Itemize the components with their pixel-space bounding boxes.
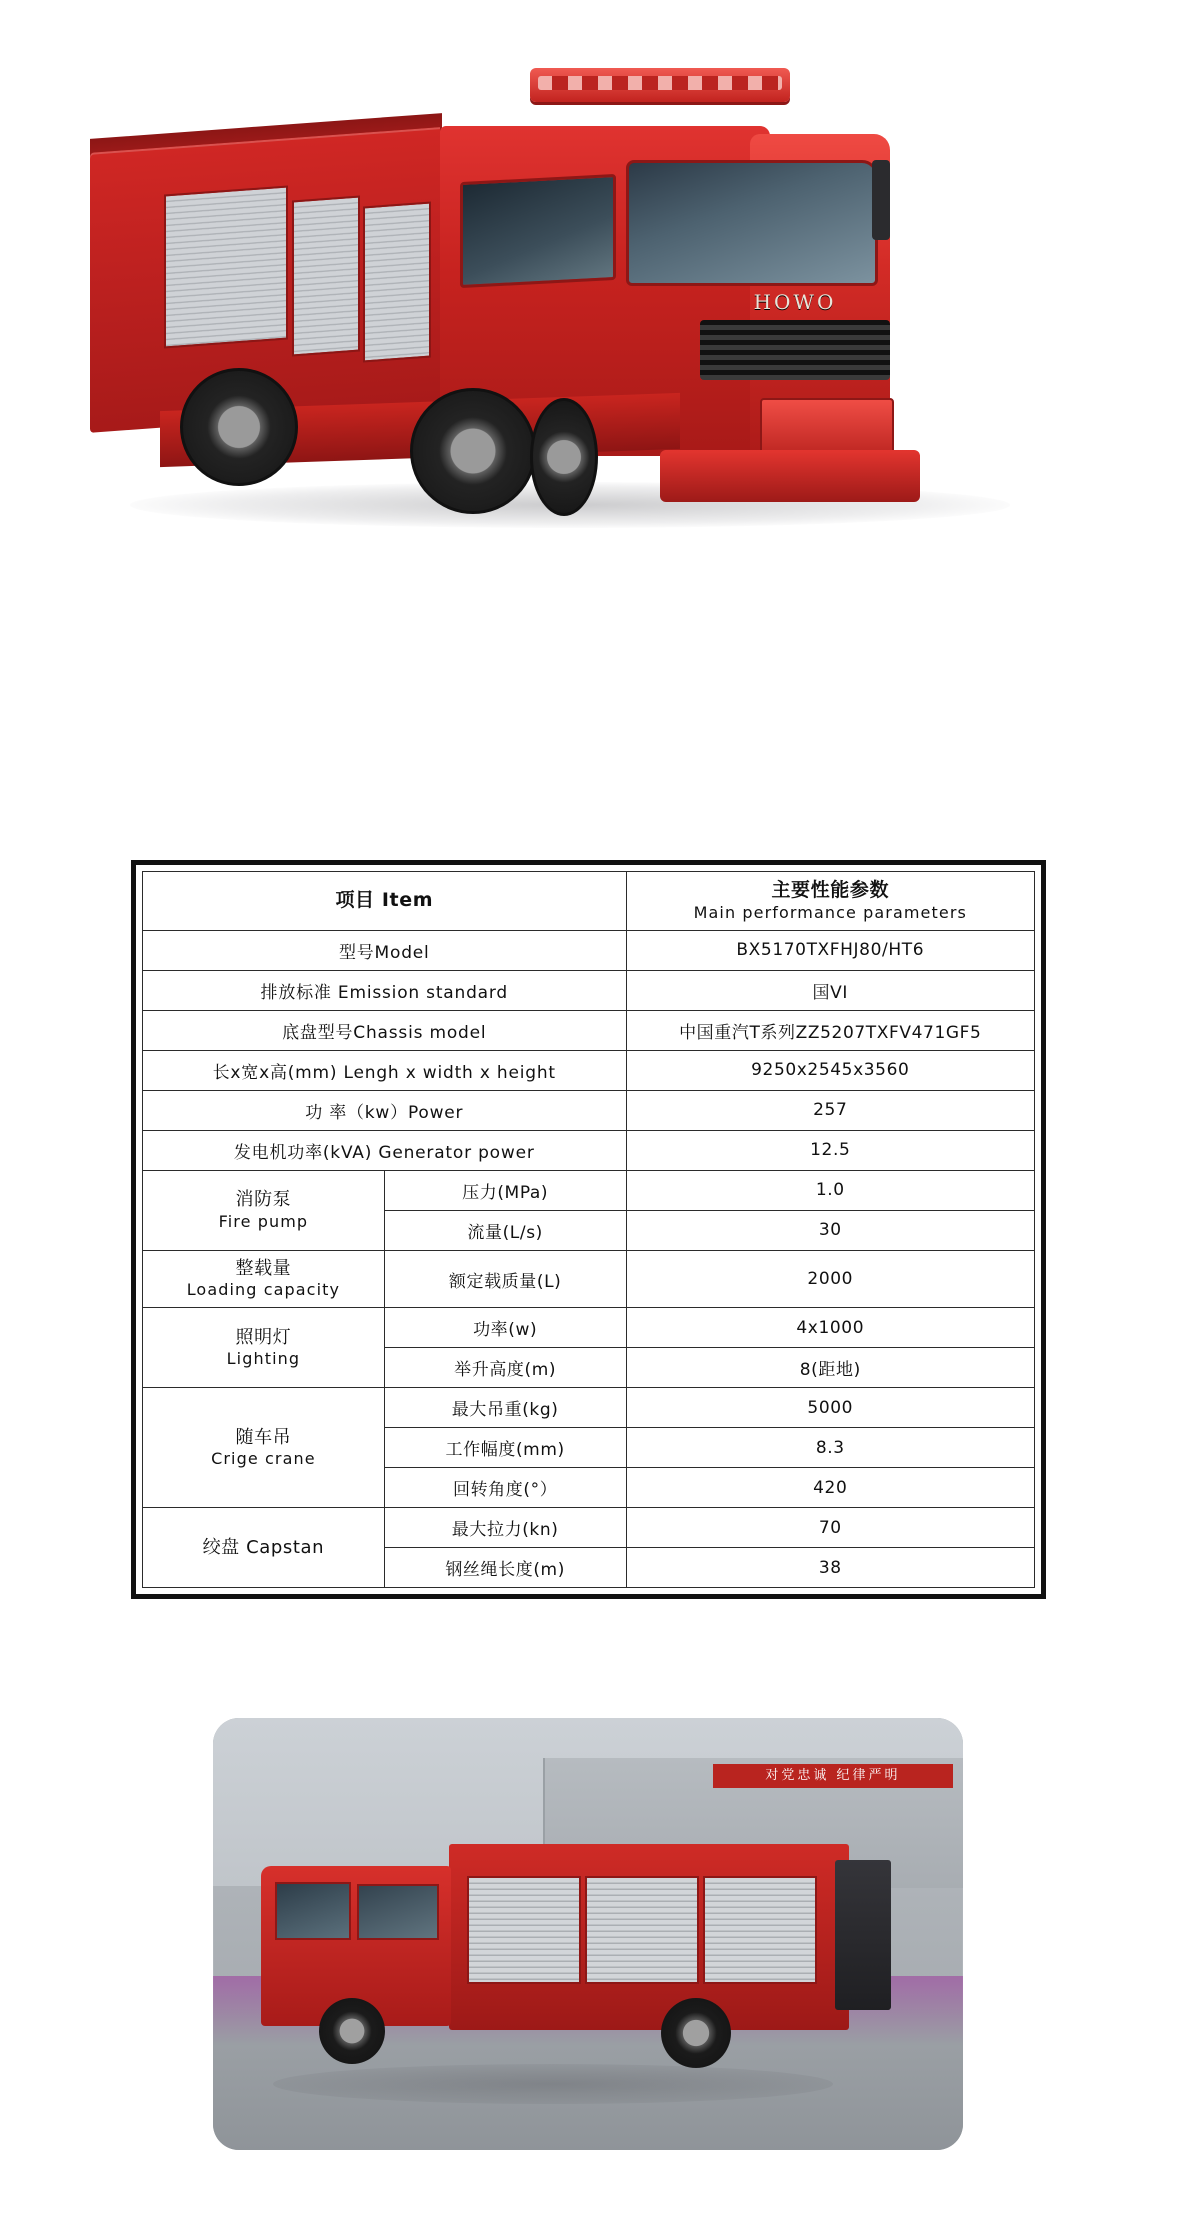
header-params-cn: 主要性能参数 — [771, 879, 890, 901]
bottom-product-photo — [213, 1718, 963, 2150]
group-label-en: Crige crane — [211, 1449, 316, 1468]
specification-table-container — [131, 860, 1046, 1599]
row-label — [143, 1010, 627, 1050]
sub-label: 最大吊重(kg) — [384, 1388, 626, 1428]
photo-cab-window-rear — [357, 1884, 439, 1940]
sub-label: 额定载质量(L) — [384, 1250, 626, 1308]
row-label — [143, 930, 627, 970]
rear-wheel — [180, 368, 298, 486]
header-params-en: Main performance parameters — [693, 902, 967, 922]
row-value: 38 — [626, 1548, 1034, 1588]
sub-label: 钢丝绳长度(m) — [384, 1548, 626, 1588]
photo-banner-text: 对党忠诚 纪律严明 — [713, 1764, 953, 1788]
header-item-cell — [143, 872, 627, 931]
sub-label: 最大拉力(kn) — [384, 1508, 626, 1548]
group-label-loading-capacity — [143, 1250, 385, 1308]
table-row — [143, 1170, 1035, 1210]
row-value: 国VI — [626, 970, 1034, 1010]
group-label-en: Loading capacity — [186, 1280, 341, 1300]
photo-roller-shutter-3 — [703, 1876, 817, 1984]
row-value: 8(距地) — [626, 1348, 1034, 1388]
roller-shutter-2 — [292, 196, 360, 357]
group-label-crane — [143, 1388, 385, 1508]
group-label-en: Fire pump — [218, 1211, 309, 1231]
header-params-cell — [626, 872, 1034, 931]
sub-label: 功率(w) — [384, 1308, 626, 1348]
photo-crane — [835, 1860, 891, 2010]
row-value: 4x1000 — [626, 1308, 1034, 1348]
row-label-text: 长x宽x高(mm) Lengh x width x height — [212, 1062, 556, 1083]
row-value: 257 — [626, 1090, 1034, 1130]
front-grille — [700, 320, 890, 380]
photo-roller-shutter-1 — [467, 1876, 581, 1984]
header-item-label: 项目 Item — [335, 889, 434, 911]
row-label-text: 排放标准 Emission standard — [260, 982, 508, 1003]
row-value: 1.0 — [626, 1170, 1034, 1210]
group-label-en: Lighting — [226, 1349, 301, 1368]
row-value: 30 — [626, 1210, 1034, 1250]
row-value: 420 — [626, 1468, 1034, 1508]
table-row — [143, 1508, 1035, 1548]
front-wheel-far — [530, 398, 598, 516]
sub-label: 举升高度(m) — [384, 1348, 626, 1388]
row-value: 中国重汽T系列ZZ5207TXFV471GF5 — [626, 1010, 1034, 1050]
photo-cab-window-front — [275, 1882, 351, 1940]
row-label-text: 功 率（kw）Power — [305, 1102, 464, 1123]
table-row — [143, 1050, 1035, 1090]
table-row — [143, 1130, 1035, 1170]
side-mirror — [872, 160, 890, 240]
specification-table — [142, 871, 1035, 1588]
row-value: 8.3 — [626, 1428, 1034, 1468]
sub-label: 回转角度(°） — [384, 1468, 626, 1508]
photo-fire-truck — [261, 1830, 891, 2070]
row-value: 2000 — [626, 1250, 1034, 1308]
row-label — [143, 1090, 627, 1130]
photo-roller-shutter-2 — [585, 1876, 699, 1984]
row-value: 9250x2545x3560 — [626, 1050, 1034, 1090]
row-value: 12.5 — [626, 1130, 1034, 1170]
group-label-cn: 照明灯 — [235, 1326, 292, 1348]
group-label-fire-pump — [143, 1170, 385, 1250]
front-bumper — [660, 450, 920, 502]
row-label — [143, 1050, 627, 1090]
sub-label: 工作幅度(mm) — [384, 1428, 626, 1468]
group-label-lighting — [143, 1308, 385, 1388]
roller-shutter-3 — [363, 202, 431, 363]
brand-badge: HOWO — [753, 290, 837, 314]
group-label-cn: 随车吊 — [235, 1426, 292, 1448]
emergency-lightbar — [530, 68, 790, 102]
hero-product-image — [0, 0, 1177, 590]
fire-truck-illustration — [60, 30, 1120, 560]
row-value: BX5170TXFHJ80/HT6 — [626, 930, 1034, 970]
row-label — [143, 1130, 627, 1170]
table-row — [143, 1090, 1035, 1130]
group-label-cn: 整载量 — [235, 1257, 292, 1279]
table-header-row — [143, 872, 1035, 931]
sub-label: 压力(MPa) — [384, 1170, 626, 1210]
group-label-capstan — [143, 1508, 385, 1588]
sub-label: 流量(L/s) — [384, 1210, 626, 1250]
row-value: 70 — [626, 1508, 1034, 1548]
photo-reflection — [273, 2064, 833, 2104]
table-row — [143, 1388, 1035, 1428]
table-row — [143, 1010, 1035, 1050]
group-label-cn: 消防泵 — [235, 1189, 292, 1210]
table-row — [143, 930, 1035, 970]
row-label-text: 型号Model — [338, 942, 430, 963]
group-label-cn: 绞盘 Capstan — [202, 1536, 325, 1558]
row-label-text: 底盘型号Chassis model — [282, 1022, 487, 1043]
photo-front-wheel — [319, 1998, 385, 2064]
row-label — [143, 970, 627, 1010]
table-row — [143, 1250, 1035, 1308]
table-row — [143, 1308, 1035, 1348]
windshield — [626, 160, 878, 286]
row-value: 5000 — [626, 1388, 1034, 1428]
front-wheel — [410, 388, 536, 514]
roller-shutter-1 — [164, 185, 288, 348]
table-row — [143, 970, 1035, 1010]
photo-rear-wheel — [661, 1998, 731, 2068]
row-label-text: 发电机功率(kVA) Generator power — [233, 1142, 535, 1163]
cab-side-window — [460, 174, 616, 288]
